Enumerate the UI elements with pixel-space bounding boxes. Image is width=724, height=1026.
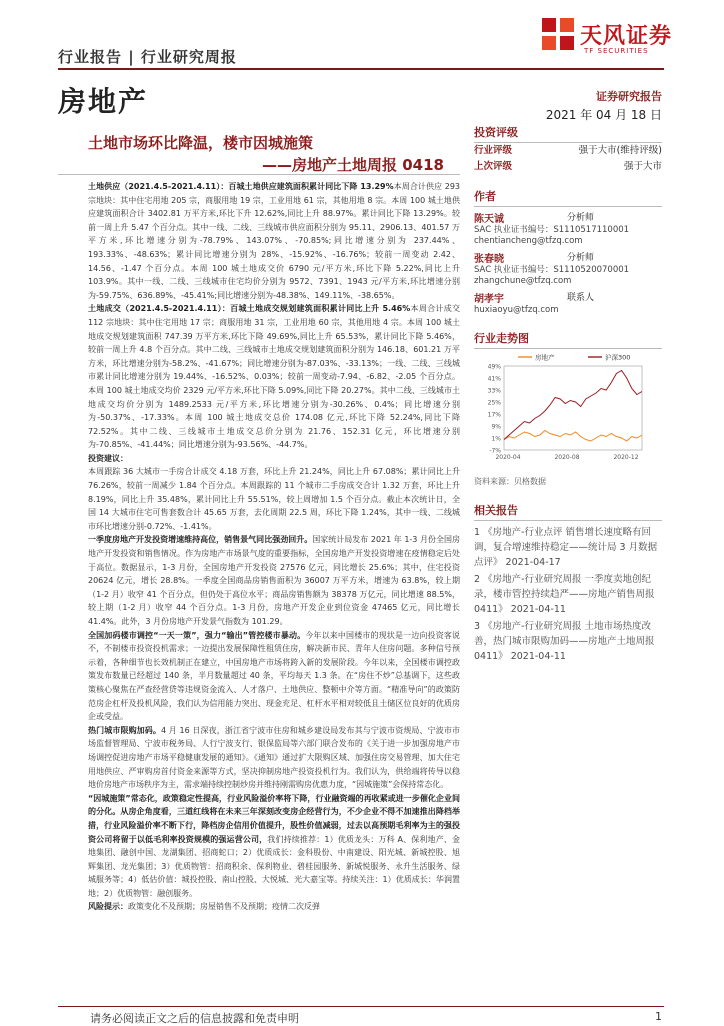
author-license: SAC 执业证书编号：S1110517110001	[474, 225, 630, 235]
author-role: 分析师	[566, 213, 594, 223]
sector-title: 房地产	[58, 85, 149, 118]
report-title: 土地市场环比降温，楼市因城施策	[88, 134, 314, 152]
report-date: 2021 年 04 月 18 日	[545, 108, 662, 122]
header-rule	[58, 68, 664, 70]
y-tick-label: -7%	[489, 447, 501, 455]
x-tick-label: 2020-08	[554, 454, 580, 461]
trend-rule	[474, 348, 662, 349]
chart-source: 资料来源：贝格数据	[474, 477, 546, 486]
page-number: 1	[655, 1010, 662, 1023]
author-license: SAC 执业证书编号：S1110520070001	[474, 265, 630, 275]
paragraph-heading: “因城施策”常态化，政策稳定性提高，行业风险溢价率将下降，行业融资端的再收紧或进一步催化企业间的分化。从房企角度看，三道红线将在未来三年深刻改变房企经营行为，不少企业不得不加速推出降档举措，行业风险溢价率不断下行，降档房企信用价值提升，股性价值减弱，过去以高预期毛利率为主的强投资公司将留于以低毛利率投资规模的强运营公司，	[88, 793, 460, 844]
authors-list	[474, 210, 662, 316]
related-section	[474, 502, 662, 666]
author-card	[474, 210, 662, 247]
y-tick-label: 17%	[487, 411, 501, 419]
y-tick-label: 9%	[491, 423, 501, 431]
report-category: 行业报告 | 行业研究周报	[58, 48, 237, 66]
paragraph-heading: 全国加码楼市调控“一天一策”，强力“输出”管控楼市暴动。	[88, 630, 306, 640]
report-type: 证券研究报告	[596, 90, 662, 103]
series-line-0	[504, 431, 642, 442]
body-paragraph	[88, 533, 460, 628]
trend-chart	[474, 350, 662, 466]
body-paragraph	[88, 452, 460, 466]
author-name: 张春晓	[474, 254, 504, 265]
brand-name-en: TF SECURITIES	[584, 47, 649, 55]
y-tick-label: 33%	[487, 387, 501, 395]
body-paragraph	[88, 792, 460, 901]
body-paragraph	[88, 900, 460, 914]
paragraph-text: 4 月 16 日深夜，浙江省宁波市住房和城乡建设局发布其与宁波市资规局、宁波市市场监督管理局、宁波市税务局、人行宁波支行、银保监局等六部门联合发布的《关于进一步加强房地产市场调控促进房地产市场平稳健康发展的通知》。《通知》通过扩大限购区域、加强住房交易管理、加大住宅用地供应、严审购房首付资金来源等方式，坚决抑制房地产投资投机行为。我们认为，供给端将传导以稳地价房地产市场秩序为主，需求端持续控制炒房并维持刚需购房优惠力度，“因城施策”会保持常态化。	[88, 725, 461, 790]
paragraph-heading: 风险提示：	[88, 902, 128, 912]
title-rule	[58, 174, 460, 175]
author-email: chentiancheng@tfzq.com	[474, 236, 583, 246]
related-rule	[474, 520, 662, 521]
related-report-link[interactable]: 1 《房地产-行业点评 销售增长速度略有回调，复合增速维持稳定——统计局 3 月数据点评》 2021-04-17	[474, 527, 658, 568]
report-body	[88, 180, 460, 914]
brand-name-cn: 天风证券	[580, 24, 673, 49]
rating-value: 强于大市(维持评级)	[578, 145, 662, 156]
logo-mark-icon	[540, 16, 576, 52]
paragraph-text: 本周合计供应 293 宗地块：其中住宅用地 205 宗，商服用地 19 宗，工业用地 61 宗，其他用地 8 宗。本周 100 城土地供应建筑面积合计 3402.81 万平方米,环比下升 12.62%,同比上升 88.97%。累计同比下降 13.29%。较前一周上升 5.47 个百分点。其中一线、二线、三线城市供应面积分别为 95.11、2906.13、401.57 万平方米,环比增速分别为-78.79%、143.07%、-70.85%;同比增速分别为 237.44%、193.33%、-48.63%；累计同比增速分别为 28%、-15.92%、-16.76%；较前一周变动 2.42、14.56、-1.47 个百分点。本周 100 城土地成交价 6790 元/平方米,环比下降 5.22%,同比上升 103.9%。其中一线、二线、三线城市住宅均价分别为 9572、7391、1943 元/平方米,环比增速分别为-59.75%、636.89%、-45.41%;同比增速分别为-48.38%、149.11%、-38.65%。	[88, 182, 460, 300]
rating-label: 上次评级	[474, 161, 513, 172]
rating-heading: 投资评级	[474, 126, 518, 139]
x-tick-label: 2020-04	[495, 454, 521, 461]
authors-section	[474, 188, 662, 316]
author-role: 联系人	[566, 293, 594, 303]
authors-rule	[474, 206, 662, 207]
trend-heading: 行业走势图	[474, 332, 529, 345]
related-list	[474, 525, 662, 664]
author-license: huxiaoyu@tfzq.com	[474, 305, 559, 315]
legend-label: 房地产	[535, 353, 555, 362]
body-paragraph	[88, 724, 460, 792]
paragraph-text: 今年以来中国楼市的现状是一边向投资客说不，不制楼市投资投机需求；一边提出发展保障性租赁住房，解决新市民、青年人住房问题。多种信号预示着，各种细节也长效机制正在建立，中国房地产市场将跨入新的发展阶段。今年以来，全国楼市调控政策发布数量已经超过 140 条，半月数量超过 40 条，平均每天 1.3 条。在“房住不炒”总基调下，这些政策核心聚焦在严查经营贷等违规资金流入、人才落户、土地供应、整顿中介等方面。“精准导向”的政策防范房企杠杆及投机风险，我们认为信用能力突出、现金充足、杠杆水平相对较低且土储区位良好的优质房企或受益。	[88, 630, 461, 722]
paragraph-heading: 土地供应（2021.4.5-2021.4.11）：百城土地供应建筑面积累计同比下降 13.29%	[88, 182, 394, 191]
body-paragraph	[88, 180, 460, 302]
footer-disclaimer: 请务必阅读正文之后的信息披露和免责申明	[90, 1012, 299, 1025]
author-email: zhangchune@tfzq.com	[474, 276, 572, 286]
brand-logo	[540, 14, 680, 64]
author-name: 陈天诚	[474, 214, 504, 225]
author-card	[474, 250, 662, 287]
series-line-1	[504, 371, 642, 440]
x-tick-label: 2020-12	[613, 454, 639, 461]
y-tick-label: 41%	[487, 375, 501, 383]
legend-label: 沪深300	[605, 353, 631, 362]
author-name: 胡孝宇	[474, 294, 504, 305]
authors-heading: 作者	[474, 190, 496, 203]
paragraph-text: 我们持续推荐：1）优质龙头：万科 A、保利地产、金地集团、融创中国、龙湖集团、招商蛇口；2）优质成长：金科股份、中南建设、阳光城、新城控股、旭辉集团、龙光集团；3）优质物管：招商积余、保利物业、碧桂园服务、新城悦服务、永升生活服务、绿城服务等；4）低估价值：城投控股、南山控股、大悦城、光大嘉宝等。持续关注：1）优质成长：华润置地；2）优质物管：融创服务。	[88, 834, 460, 898]
rating-value: 强于大市	[623, 161, 662, 172]
trend-section	[474, 330, 662, 349]
paragraph-heading: 一季度房地产开发投资增速维持高位，销售景气同比强劲回升。	[88, 535, 313, 545]
author-role: 分析师	[566, 253, 594, 263]
paragraph-heading: 土地成交（2021.4.5-2021.4.11）：百城土地成交规划建筑面积累计同比上升 5.46%	[88, 304, 411, 314]
rating-label: 行业评级	[474, 145, 513, 156]
related-heading: 相关报告	[474, 504, 518, 517]
footer-rule	[58, 1006, 664, 1007]
paragraph-text: 国家统计局发布 2021 年 1-3 月份全国房地产开发投资和销售情况。作为房地产市场景气度的重要指标，全国房地产开发投资增速在疫情稳定后处于高位。数据显示，1-3 月份，全国房地产开发投资 27576 亿元，同比增长 25.6%；其中，住宅投资 20624 亿元，增长 28.8%。一季度全国商品房销售面积为 36007 万平方米，增速为 63.8%，较上期（1-2 月）收窄 41 个百分点，但仍处于高位水平；商品房销售额为 38378 万亿元，同比增速 88.5%，较上期（1-2 月）收窄 44 个百分点。1-3 月份，房地产开发企业到位资金 47465 亿元，同比增长 41.4%。此外，3 月份房地产开发景气指数为 101.29。	[88, 535, 460, 626]
body-paragraph	[88, 465, 460, 533]
related-report-link[interactable]: 3 《房地产-行业研究周报 土地市场热度改善，热门城市限购加码——房地产土地周报 0411》 2021-04-11	[474, 621, 655, 662]
rating-section	[474, 124, 662, 175]
paragraph-text: 政策变化不及预期；房屋销售不及预期；疫情二次反弹	[128, 902, 320, 912]
y-tick-label: 25%	[487, 399, 501, 407]
paragraph-heading: 投资建议：	[88, 453, 128, 463]
report-subtitle: ——房地产土地周报 0418	[262, 156, 444, 174]
body-paragraph	[88, 629, 460, 724]
y-tick-label: 1%	[491, 435, 501, 443]
related-report-link[interactable]: 2 《房地产-行业研究周报 一季度卖地创纪录，楼市管控持续趋严——房地产销售周报 0411》 2021-04-11	[474, 574, 655, 615]
body-paragraph	[88, 302, 460, 452]
y-tick-label: 49%	[487, 363, 501, 371]
paragraph-text: 本周跟踪 36 大城市一手房合计成交 4.18 万套，环比上升 21.24%，同比上升 67.08%；累计同比上升 76.26%，较前一周减少 1.84 个百分点。本周跟踪的 11 个城市二手房成交合计 1.32 万套，环比上升 8.19%，同比上升 35.48%，累计同比上升 55.51%，较上周增加 1.5 个百分点。截止本次统计日，全国 14 大城市住宅可售套数合计 45.65 万套，去化周期 22.5 周，环比下降 1.24%，其中一线、二线城市环比增速分别-0.72%、-1.41%。	[88, 467, 460, 531]
paragraph-heading: 热门城市限购加码。	[88, 725, 162, 735]
rating-row	[474, 143, 662, 159]
paragraph-text: 本周合计成交 112 宗地块：其中住宅用地 17 宗；商服用地 31 宗，工业用地 60 宗，其他用地 4 宗。本周 100 城土地成交规划建筑面积 747.39 万平方米,环比下降 49.69%,同比上升 65.53%，累计同比下降 5.46%，较前一周上升 4.8 个百分点。其中二线、三线城市土地成交规划建筑面积分别为 146.18、601.21 万平方米，环比增速分别为-58.2%、-41.67%；同比增速分别为-87.03%、-33.13%；一线、二线、三线城市累计同比增速分别为 19.44%、-16.52%、0.03%；较前一周变动-7.94、-6.82、-2.05 个百分点。本周 100 城土地成交均价 2329 元/平方米,环比下降 5.09%,同比下降 20.27%。其中二线、三线城市土地成交均价分别为 1489.2533 元/平方米,环比增速分别为-30.26%、0.4%；同比增速分别为-50.37%、-17.33%。本周 100 城土地成交总价 174.08 亿元,环比下降 52.24%,同比下降 72.52%。其中二线、三线城市土地成交总价分别为 21.76、152.31 亿元，环比增速分别为-70.85%、-41.44%；同比增速分别为-93.56%、-44.7%。	[88, 304, 460, 450]
author-card	[474, 290, 662, 316]
rating-row	[474, 159, 662, 175]
